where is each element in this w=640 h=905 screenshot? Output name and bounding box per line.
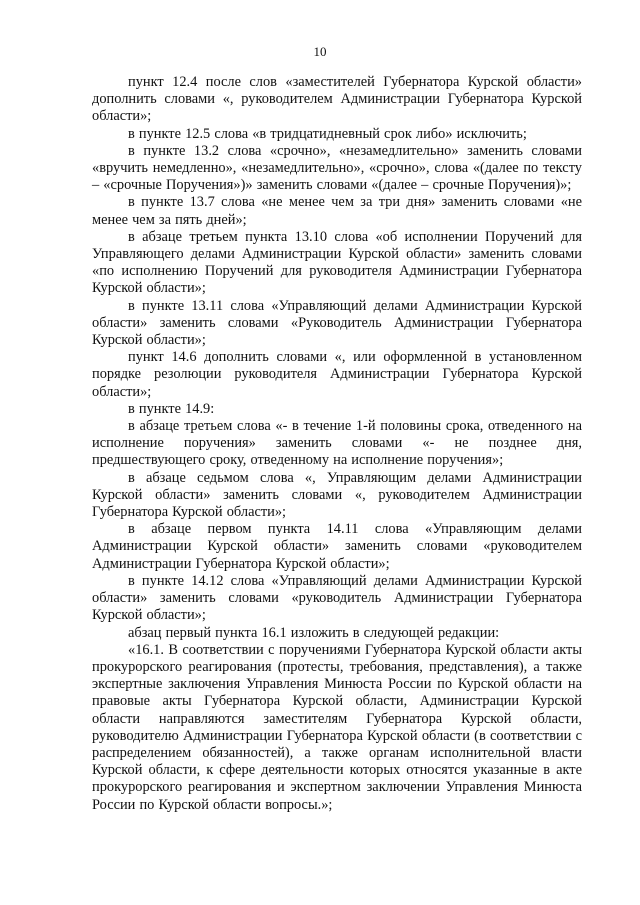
paragraph-item-14-6: пункт 14.6 дополнить словами «, или оформленной в установленном порядке резолюции руководителя Администрации Губернатора Курской области»; (92, 349, 582, 400)
paragraph-item-12-5: в пункте 12.5 слова «в тридцатидневный срок либо» исключить; (128, 125, 527, 142)
paragraph-item-13-10: в абзаце третьем пункта 13.10 слова «об исполнении Поручений для Управляющего делами Администрации Курской области» заменить словами «по исполнению Поручений для руководителя Администрации Губернатора Курской области»; (92, 228, 582, 297)
paragraph-item-16-1-text: «16.1. В соответствии с поручениями Губернатора Курской области акты прокурорского реагирования (протесты, требования, представления), а также экспертные заключения Управления Минюста России по Курской области на правовые акты Губернатора Курской области, Администрации Курской области направляются заместителям Губернатора Курской области, руководителю Администрации Губернатора Курской области (в соответствии с распределением обязанностей), а также органам исполнительной власти Курской области, к сфере деятельности которых относятся указанные в акте прокурорского реагирования и экспертном заключении Управления Минюста России по Курской области вопросы.»; (92, 641, 582, 813)
paragraph-item-16-1-intro: абзац первый пункта 16.1 изложить в следующей редакции: (128, 624, 500, 641)
paragraph-item-13-7: в пункте 13.7 слова «не менее чем за три дня» заменить словами «не менее чем за пять дней»; (92, 194, 582, 228)
paragraph-item-12-4: пункт 12.4 после слов «заместителей Губернатора Курской области» дополнить словами «, руководителем Администрации Губернатора Курской области»; (92, 74, 582, 125)
page-number: 10 (313, 44, 327, 59)
paragraph-item-14-12: в пункте 14.12 слова «Управляющий делами Администрации Курской области» заменить словами «руководитель Администрации Губернатора Курской области»; (92, 572, 582, 624)
paragraph-item-14-9-seventh: в абзаце седьмом слова «, Управляющим делами Администрации Курской области» заменить словами «, руководителем Администрации Губернатора Курской области»; (92, 469, 582, 521)
paragraph-item-14-9-heading: в пункте 14.9: (128, 400, 215, 417)
paragraph-item-13-2: в пункте 13.2 слова «срочно», «незамедлительно» заменить словами «вручить немедленно», «незамедлительно», «срочно», слова «(далее по тексту – «срочные Поручения»)» заменить словами «(далее – срочные Поручения)»; (92, 142, 582, 194)
document-body (92, 74, 582, 814)
paragraph-item-13-11: в пункте 13.11 слова «Управляющий делами Администрации Курской области» заменить словами «Руководитель Администрации Губернатора Курской области»; (92, 297, 582, 349)
paragraph-item-14-9-third: в абзаце третьем слова «- в течение 1-й половины срока, отведенного на исполнение поручения» заменить словами «- не позднее дня, предшествующего сроку, отведенному на исполнение поручения»; (92, 418, 582, 469)
paragraph-item-14-11: в абзаце первом пункта 14.11 слова «Управляющим делами Администрации Курской области» заменить словами «руководителем Администрации Губернатора Курской области»; (92, 521, 582, 572)
